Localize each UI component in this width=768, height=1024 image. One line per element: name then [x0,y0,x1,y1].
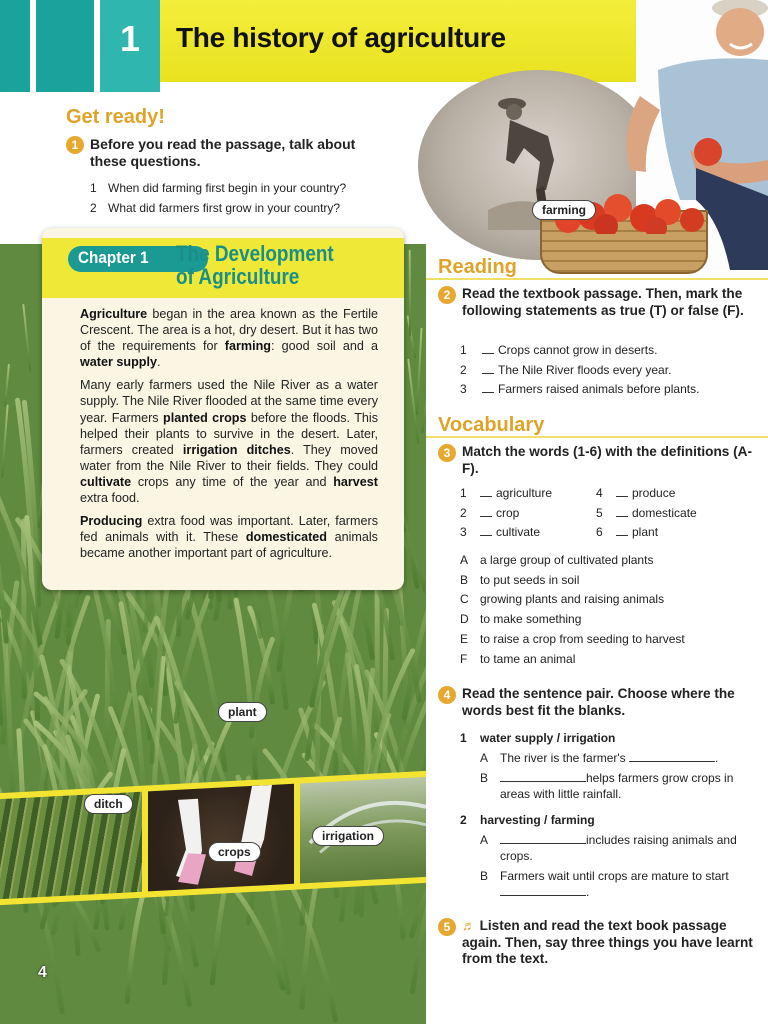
answer-blank[interactable] [500,770,586,782]
list-item: 2 The Nile River floods every year. [460,362,672,377]
passage-paragraph: Producing extra food was important. Later, farmers fed animals with it. These domesticated animals became another important part of agriculture. [80,514,378,561]
list-item: 4 produce [596,486,676,500]
answer-blank[interactable] [480,507,492,517]
vocabulary-definitions [460,551,685,669]
reading-instruction: 2 Read the textbook passage. Then, mark the following statements as true (T) or false (F). [438,286,760,319]
answer-blank[interactable] [629,750,715,762]
exercise-number-badge: 2 [438,286,456,304]
reading-statements [460,341,699,400]
crops-tag: crops [208,842,261,862]
answer-blank[interactable] [616,487,628,497]
answer-blank[interactable] [482,344,494,354]
photo-strip [0,733,426,905]
page-number: 4 [38,964,47,981]
vocabulary-instruction: 3 Match the words (1-6) with the definitions (A-F). [438,444,760,477]
passage-paragraph: Agriculture began in the area known as the Fertile Crescent. The area is a hot, dry desert. But it has two of the requirements for farming: good soil and a water supply. [80,307,378,370]
answer-blank[interactable] [616,507,628,517]
list-item: 1 When did farming first begin in your country? [90,181,347,195]
reading-heading: Reading [438,256,517,278]
irrigation-tag: irrigation [312,826,384,846]
plant-tag: plant [218,702,267,722]
headphones-icon[interactable]: ♬ [462,918,476,933]
answer-blank[interactable] [482,364,494,374]
chapter-label: Chapter 1 [78,248,149,267]
exercise-number-badge: 4 [438,686,456,704]
answer-blank[interactable] [616,526,628,536]
chapter-passage [80,306,378,568]
answer-blank[interactable] [500,884,586,896]
list-item: A a large group of cultivated plants [460,553,654,567]
farming-tag: farming [532,200,596,220]
list-item: 2 crop [460,505,520,520]
section-divider [426,278,768,280]
unit-number: 1 [119,18,141,59]
list-item: 1 agriculture [460,486,553,500]
chapter-title: The Development of Agriculture [176,241,334,289]
list-item: D to make something [460,612,582,627]
list-item: 2 What did farmers first grow in your country? [90,201,341,215]
listening-instruction: 5 ♬ Listen and read the text book passage again. Then, say three things you have learnt from the text. [438,918,760,968]
get-ready-questions [90,178,346,218]
get-ready-heading: Get ready! [66,106,165,128]
list-item: C growing plants and raising animals [460,592,665,607]
grass-blade [24,521,25,697]
section-divider [426,436,768,438]
list-item: B to put seeds in soil [460,572,580,587]
crops-photo [148,784,294,892]
gloved-hands [148,784,294,892]
list-item: 3 cultivate [460,525,541,540]
sentence-pair-2: 2 harvesting / farming A includes raising animals and crops. B Farmers wait until crops are mature to start . [460,813,737,899]
page-title: The history of agriculture [176,22,506,53]
header-teal-block [36,0,94,92]
header-teal-block [0,0,30,92]
passage-paragraph: Many early farmers used the Nile River as a water supply. The Nile River flooded at the same time every year. Farmers planted crops before the floods. This helped their plants to survive in the desert. Later, farmers created irrigation ditches. They moved water from the Nile River to their fields. They could cultivate crops any time of the year and harvest extra food. [80,378,378,506]
sentence-pair-instruction: 4 Read the sentence pair. Choose where the words best fit the blanks. [438,686,760,719]
list-item: E to raise a crop from seeding to harvest [460,631,685,646]
exercise-number-badge: 1 [66,136,84,154]
sentence-pair-1: 1 water supply / irrigation A The river is the farmer's . B helps farmers grow crops in areas with little rainfall. [460,731,734,801]
vocabulary-heading: Vocabulary [438,414,545,436]
answer-blank[interactable] [482,383,494,393]
ditch-tag: ditch [84,794,133,814]
exercise-number-badge: 5 [438,918,456,936]
list-item: 1 Crops cannot grow in deserts. [460,343,658,357]
exercise-number-badge: 3 [438,444,456,462]
get-ready-instruction: 1 Before you read the passage, talk about these questions. [66,136,366,170]
list-item: 5 domesticate [596,505,697,520]
answer-blank[interactable] [500,832,586,844]
list-item: F to tame an animal [460,651,576,666]
list-item: 6 plant [596,525,659,540]
answer-blank[interactable] [480,526,492,536]
answer-blank[interactable] [480,487,492,497]
list-item: 3 Farmers raised animals before plants. [460,382,700,397]
word-column [460,484,552,543]
word-column [596,484,697,543]
